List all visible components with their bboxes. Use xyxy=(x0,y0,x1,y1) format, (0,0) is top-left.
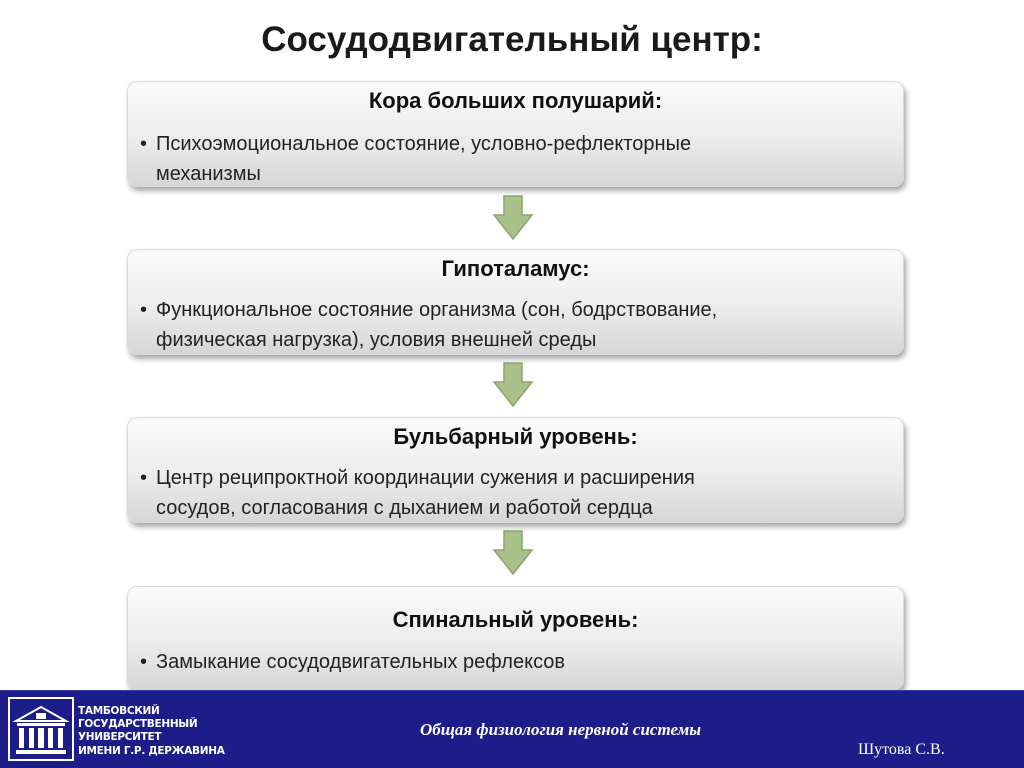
down-arrow-icon xyxy=(493,530,533,576)
description-line-2: физическая нагрузка), условия внешней среды xyxy=(156,329,597,351)
university-logo xyxy=(8,697,225,763)
author-name: Шутова С.В. xyxy=(858,741,945,758)
university-name-line: ГОСУДАРСТВЕННЫЙ xyxy=(78,718,198,731)
level-heading: Кора больших полушарий: xyxy=(368,88,663,113)
university-name xyxy=(78,705,225,758)
university-name-line: УНИВЕРСИТЕТ xyxy=(78,731,162,744)
footer-bar xyxy=(0,690,1024,768)
level-heading: Бульбарный уровень: xyxy=(393,424,638,449)
level-heading: Гипоталамус: xyxy=(441,256,590,281)
level-heading: Спинальный уровень: xyxy=(392,607,639,632)
down-arrow-icon xyxy=(493,195,533,241)
bullet: • xyxy=(140,299,148,321)
level-description xyxy=(140,129,880,189)
level-box-cortex xyxy=(127,81,904,187)
bullet: • xyxy=(140,651,148,673)
page-title: Сосудодвигательный центр: xyxy=(261,20,763,59)
description-line-2: механизмы xyxy=(156,163,261,185)
description-line-1: Психоэмоциональное состояние, условно-рефлекторные xyxy=(156,133,692,155)
level-description xyxy=(140,463,880,523)
university-name-line: ТАМБОВСКИЙ xyxy=(78,705,160,717)
description-line-1: Функциональное состояние организма (сон, бодрствование, xyxy=(156,299,718,321)
university-name-line: ИМЕНИ Г.Р. ДЕРЖАВИНА xyxy=(78,744,225,757)
course-title: Общая физиология нервной системы xyxy=(420,720,702,739)
bullet: • xyxy=(140,133,148,155)
description-line-2: сосудов, согласования с дыханием и работой сердца xyxy=(156,497,653,519)
level-description xyxy=(140,647,880,677)
description-line-1: Замыкание сосудодвигательных рефлексов xyxy=(156,651,566,673)
bullet: • xyxy=(140,467,148,489)
description-line-1: Центр реципроктной координации сужения и расширения xyxy=(156,467,695,489)
level-box-hypothalamus xyxy=(127,249,904,355)
level-box-bulbar xyxy=(127,417,904,523)
level-box-spinal xyxy=(127,586,904,690)
level-description xyxy=(140,295,880,355)
down-arrow-icon xyxy=(493,362,533,408)
university-logo-icon xyxy=(8,697,74,761)
